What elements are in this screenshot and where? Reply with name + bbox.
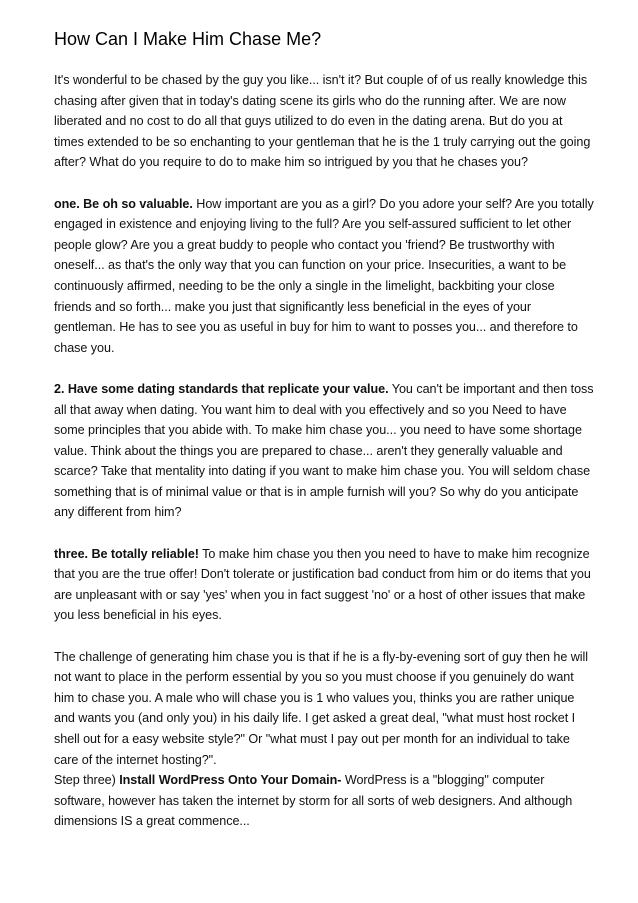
point-1-paragraph <box>54 194 594 359</box>
document-title: How Can I Make Him Chase Me? <box>54 29 322 49</box>
point-2-heading: 2. Have some dating standards that replicate your value. <box>54 381 389 396</box>
step-prefix: Step three) <box>54 773 120 788</box>
intro-paragraph: It's wonderful to be chased by the guy you like... isn't it? But couple of of us really knowledge this chasing after given that in today's dating scene its girls who do the running after. We are now liberated and no cost to do all that guys utilized to do even in the dating arena. But do you at times extended to be so enchanting to your gentleman that he is the 1 truly carrying out the going after? What do you require to do to make him so intrigued by you that he chases you? <box>54 73 591 170</box>
step-heading: Install WordPress Onto Your Domain- <box>119 773 342 788</box>
point-1-heading: one. Be oh so valuable. <box>54 196 193 211</box>
document-page <box>54 28 594 853</box>
closing-paragraph: The challenge of generating him chase you is that if he is a fly-by-evening sort of guy then he will not want to place in the perform essential by you so you must choose if you genuinely do want him to chase you. A male who will chase you is 1 who values you, thinks you are rather unique and wants you (and only you) in his daily life. I get asked a great deal, "what must host rocket I shell out for a easy website style?" Or "what must I pay out per month for an individual to take care of the internet hosting?". <box>54 649 589 767</box>
step-body: WordPress is a "blogging" computer software, however has taken the internet by storm for all sorts of web designers. And although dimensions IS a great commence... <box>54 773 573 829</box>
step-paragraph <box>54 770 594 832</box>
point-2-body: You can't be important and then toss all that away when dating. You want him to deal with you effectively and so you Need to have some principles that you abide with. To make him chase you... you need to have some shortage value. Think about the things you are prepared to chase... aren't they generally valuable and scarce? Take that mentality into dating if you want to make him chase you. You will seldom chase something that is of minimal value or that is in ample furnish will you? So why do you anticipate any different from him? <box>54 381 594 520</box>
point-2-paragraph <box>54 379 594 523</box>
point-3-body: To make him chase you then you need to have to make him recognize that you are the true offer! Don't tolerate or justification bad conduct from him or do items that you are unpleasant with or say 'yes' when you in fact suggest 'no' or a host of other issues that make you less beneficial in his eyes. <box>54 546 591 623</box>
point-3-heading: three. Be totally reliable! <box>54 546 199 561</box>
point-3-paragraph <box>54 544 594 626</box>
point-1-body: How important are you as a girl? Do you adore your self? Are you totally engaged in existence and enjoying living to the full? Are you self-assured sufficient to let other people glow? Are you a great buddy to people who contact you 'friend? Be trustworthy with oneself... as that's the only way that you can function on your price. Insecurities, a want to be continuously affirmed, needing to be the only a single in the limelight, backbiting your close friends and so forth... make you just that significantly less beneficial in the eyes of your gentleman. He has to see you as useful in buy for him to want to posses you... and therefore to chase you. <box>54 196 594 355</box>
